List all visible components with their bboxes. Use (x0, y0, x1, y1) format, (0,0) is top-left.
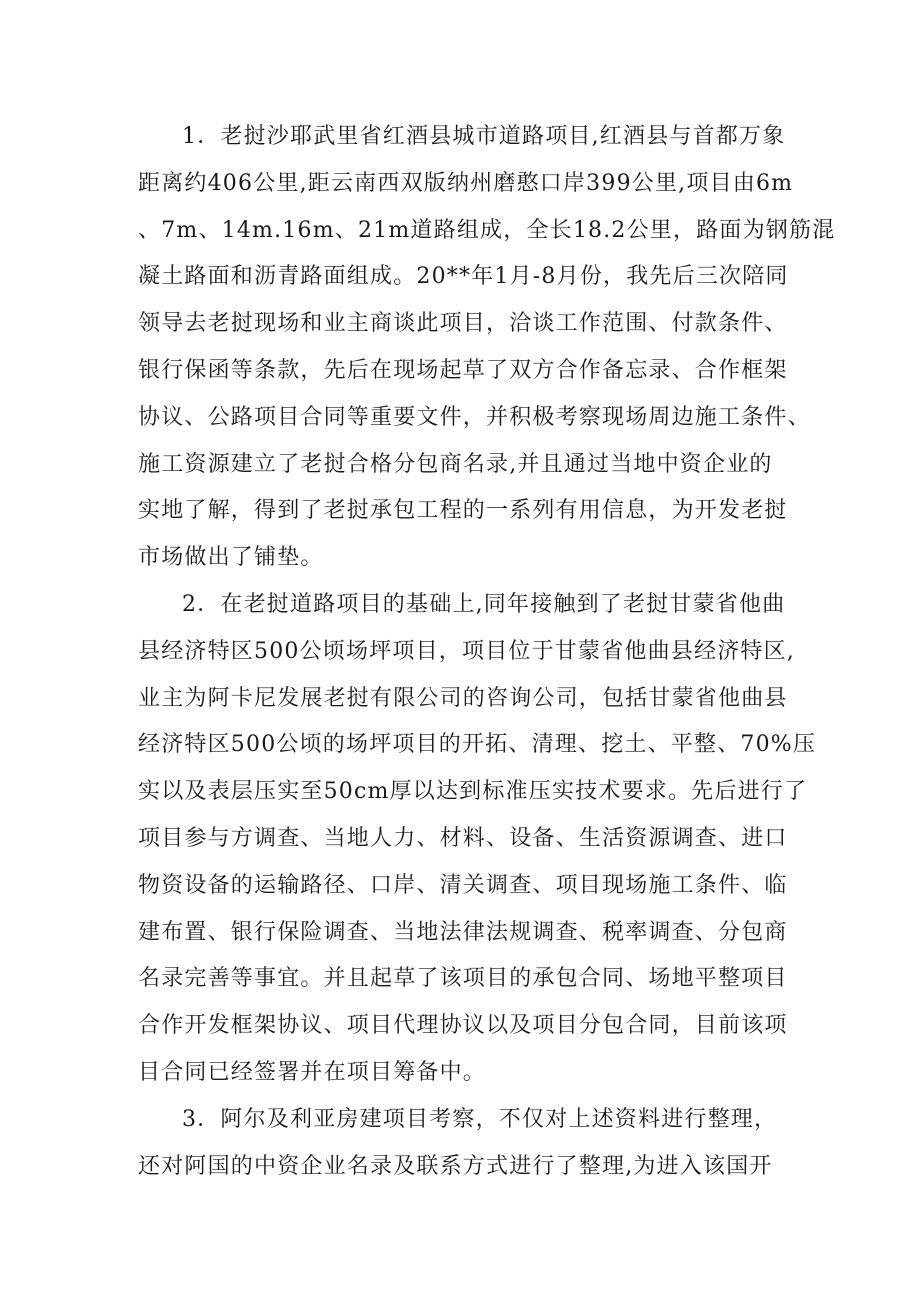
paragraph-1 (138, 114, 836, 582)
text-line: 实地了解，得到了老挝承包工程的一系列有用信息，为开发老挝 (138, 498, 788, 524)
text-line: 合作开发框架协议、项目代理协议以及项目分包合同，目前该项 (138, 1013, 788, 1039)
paragraph-2 (138, 582, 817, 1097)
text-line: 协议、公路项目合同等重要文件，并积极考察现场周边施工条件、 (138, 404, 811, 430)
document-body (138, 114, 836, 1190)
text-line: 2．在老挝道路项目的基础上,同年接触到了老挝甘蒙省他曲 (182, 591, 786, 617)
text-line: 领导去老挝现场和业主商谈此项目，洽谈工作范围、付款条件、 (138, 311, 788, 337)
text-line: 施工资源建立了老挝合格分包商名录,并且通过当地中资企业的 (138, 451, 773, 477)
text-line: 县经济特区500公顷场坪项目，项目位于甘蒙省他曲县经济特区, (138, 638, 795, 664)
text-line: 凝土路面和沥青路面组成。20**年1月-8月份，我先后三次陪同 (138, 264, 789, 290)
text-line: 距离约406公里,距云南西双版纳州磨憨口岸399公里,项目由6m (138, 170, 794, 196)
text-line: 3．阿尔及利亚房建项目考察，不仅对上述资料进行整理， (182, 1106, 778, 1132)
text-line: 、7m、14m.16m、21m道路组成，全长18.2公里，路面为钢筋混 (138, 217, 836, 243)
text-line: 市场做出了铺垫。 (138, 545, 324, 571)
text-line: 名录完善等事宜。并且起草了该项目的承包合同、场地平整项目 (138, 966, 788, 992)
paragraph-3 (138, 1097, 788, 1191)
text-line: 实以及表层压实至50cm厚以达到标准压实技术要求。先后进行了 (138, 779, 808, 805)
text-line: 目合同已经签署并在项目筹备中。 (138, 1059, 487, 1085)
text-line: 业主为阿卡尼发展老挝有限公司的咨询公司，包括甘蒙省他曲县 (138, 685, 788, 711)
text-line: 建布置、银行保险调查、当地法律法规调查、税率调查、分包商 (138, 919, 788, 945)
text-line: 项目参与方调查、当地人力、材料、设备、生活资源调查、进口 (138, 825, 788, 851)
text-line: 还对阿国的中资企业名录及联系方式进行了整理,为进入该国开 (138, 1153, 773, 1179)
text-line: 物资设备的运输路径、口岸、清关调查、项目现场施工条件、临 (138, 872, 788, 898)
text-line: 1．老挝沙耶武里省红酒县城市道路项目,红酒县与首都万象 (182, 124, 786, 149)
text-line: 银行保函等条款，先后在现场起草了双方合作备忘录、合作框架 (138, 357, 788, 383)
text-line: 经济特区500公顷的场坪项目的开拓、清理、挖土、平整、70%压 (138, 732, 817, 758)
